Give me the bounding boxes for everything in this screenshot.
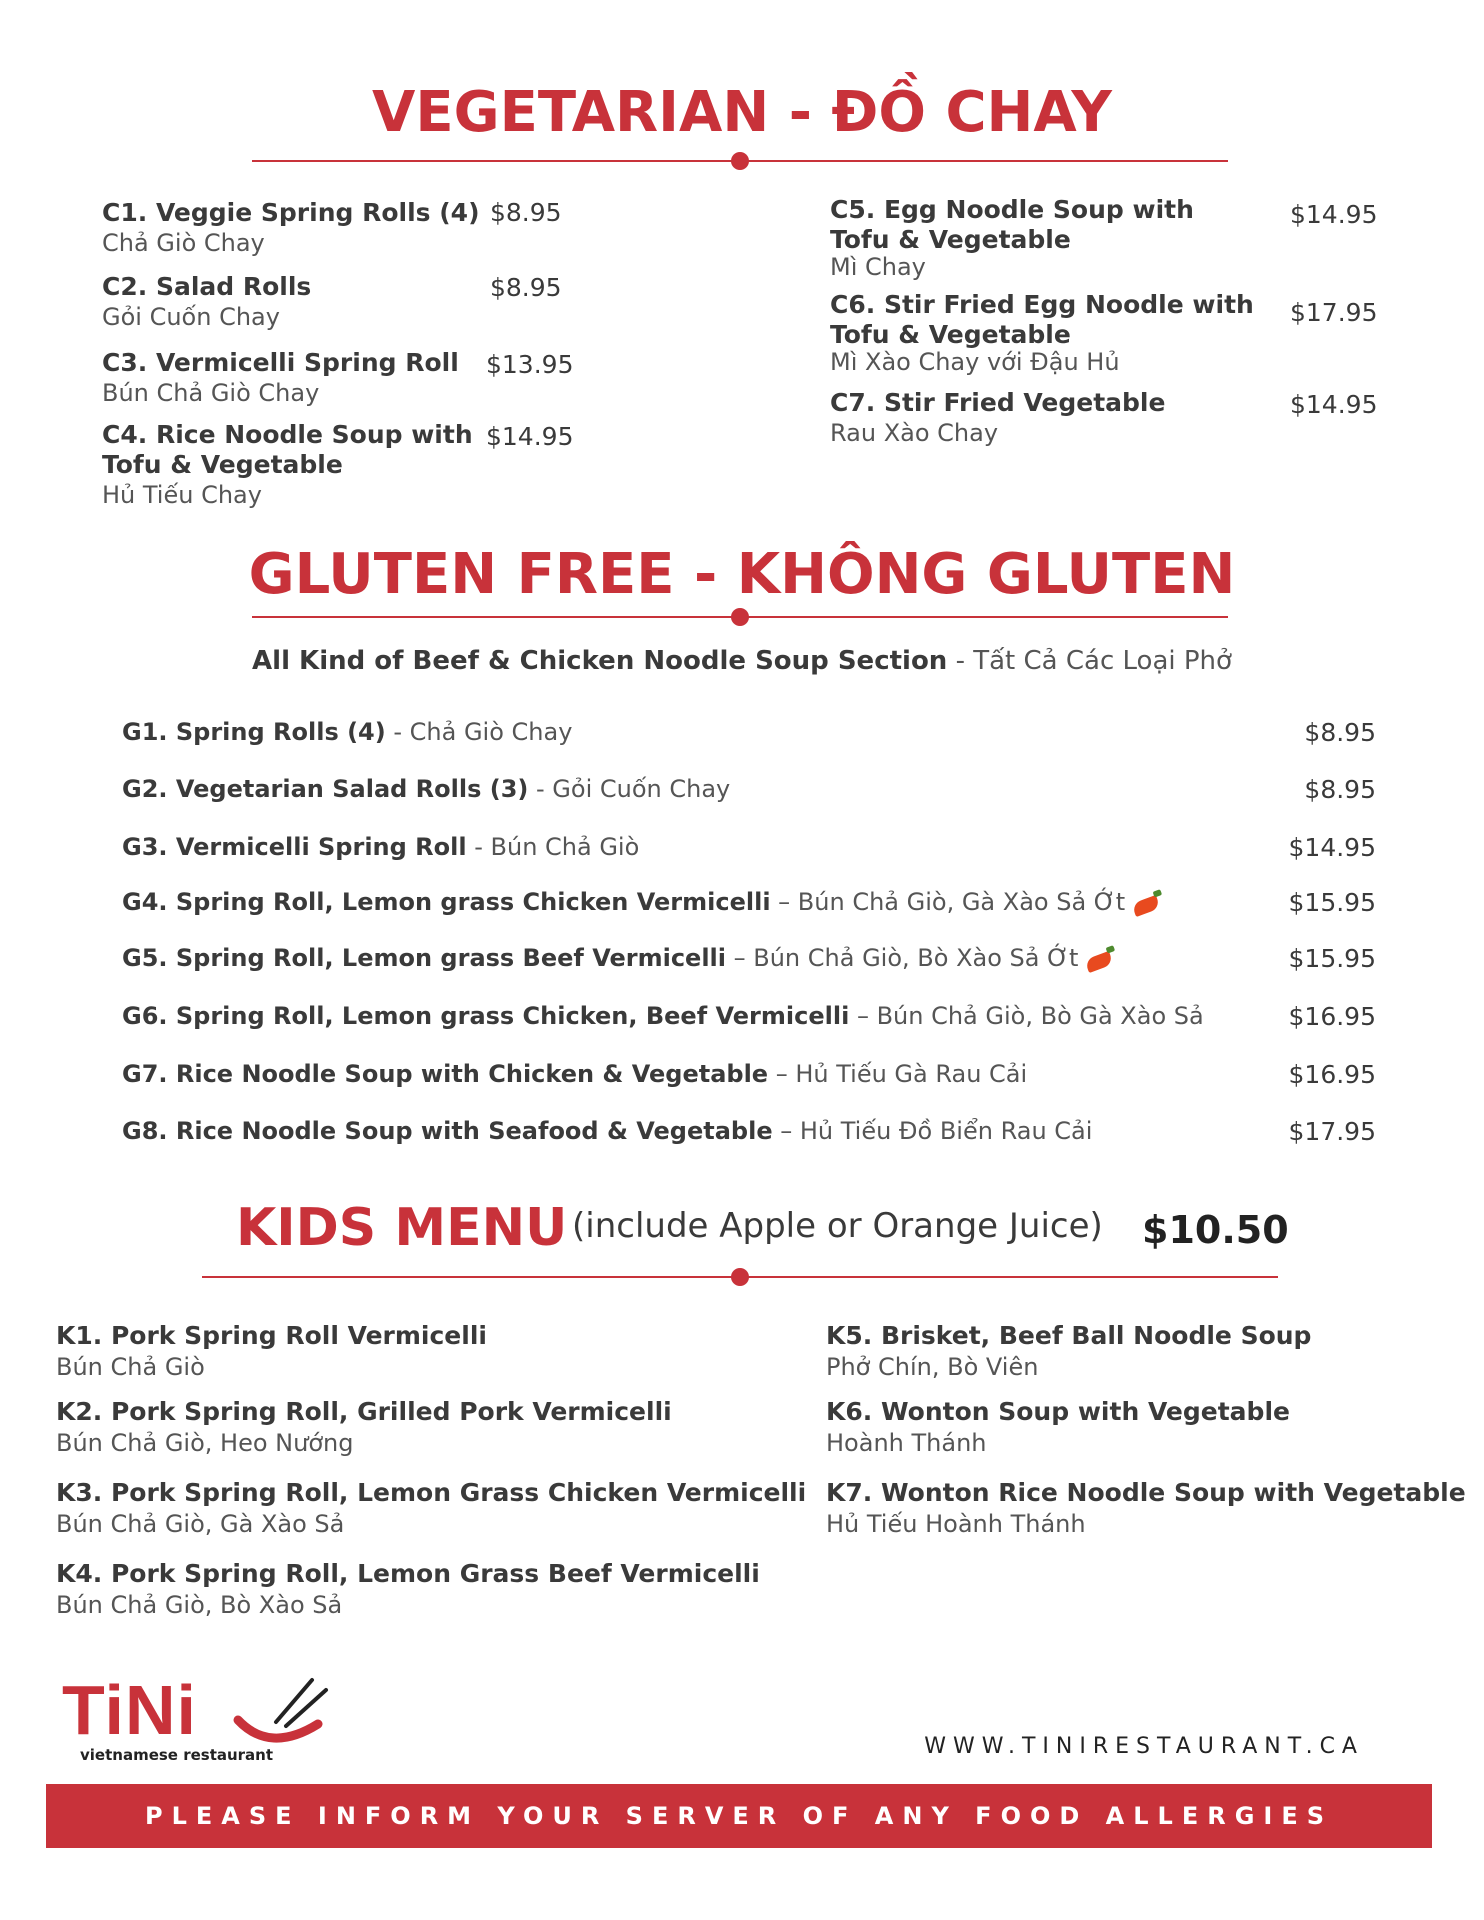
- menu-item-c7: [830, 388, 1165, 448]
- menu-item-g7: [122, 1060, 1376, 1094]
- menu-item-k7: [826, 1477, 1466, 1539]
- item-viet: – Bún Chả Giò, Gà Xào Sả Ớt: [770, 888, 1126, 916]
- subhead-viet: - Tất Cả Các Loại Phở: [947, 646, 1232, 676]
- item-viet: – Hủ Tiếu Đồ Biển Rau Cải: [772, 1117, 1093, 1145]
- item-name-line2: Tofu & Vegetable: [830, 225, 1071, 254]
- subhead-bold: All Kind of Beef & Chicken Noodle Soup Section: [252, 646, 948, 676]
- menu-item-g4: [122, 888, 1376, 922]
- item-viet: Hủ Tiếu Hoành Thánh: [826, 1510, 1086, 1538]
- chili-pepper-icon: [1085, 950, 1114, 972]
- divider-dot: [731, 152, 749, 170]
- item-viet: - Chả Giò Chay: [385, 718, 573, 746]
- menu-item-g8: [122, 1117, 1376, 1151]
- item-viet: Bún Chả Giò, Heo Nướng: [56, 1429, 354, 1457]
- item-name: C4. Rice Noodle Soup with: [102, 420, 473, 449]
- item-viet: Gỏi Cuốn Chay: [102, 303, 280, 331]
- menu-item-c2: [102, 272, 311, 332]
- item-viet: Bún Chả Giò Chay: [102, 379, 320, 407]
- menu-item-k3: [56, 1477, 806, 1539]
- item-name: G1. Spring Rolls (4): [122, 718, 386, 746]
- item-viet: Rau Xào Chay: [830, 419, 999, 447]
- menu-item-c6: [830, 290, 1254, 374]
- divider-dot: [731, 608, 749, 626]
- item-name: C6. Stir Fried Egg Noodle with: [830, 290, 1254, 319]
- gluten-free-subhead: [0, 646, 1484, 676]
- item-price: $16.95: [1288, 1002, 1376, 1031]
- menu-item-c5: [830, 195, 1194, 279]
- price-c6: $17.95: [1290, 298, 1378, 327]
- item-price: $16.95: [1288, 1060, 1376, 1089]
- website-url: WWW.TINIRESTAURANT.CA: [924, 1734, 1364, 1759]
- item-viet: Bún Chả Giò, Gà Xào Sả: [56, 1510, 345, 1538]
- item-viet: - Gỏi Cuốn Chay: [528, 775, 731, 803]
- item-viet: - Bún Chả Giò: [466, 833, 640, 861]
- item-name: C3. Vermicelli Spring Roll: [102, 348, 459, 377]
- item-viet: Hủ Tiếu Chay: [102, 481, 262, 509]
- gluten-free-divider: [252, 616, 1228, 618]
- item-viet: Bún Chả Giò: [56, 1353, 205, 1381]
- menu-item-k4: [56, 1558, 760, 1620]
- logo-wordmark: TiNi: [62, 1671, 197, 1749]
- divider-dot: [731, 1268, 749, 1286]
- item-price: $8.95: [1304, 718, 1376, 747]
- item-price: $14.95: [1288, 833, 1376, 862]
- item-viet: Bún Chả Giò, Bò Xào Sả: [56, 1591, 343, 1619]
- item-name: K5. Brisket, Beef Ball Noodle Soup: [826, 1321, 1312, 1350]
- item-name: G3. Vermicelli Spring Roll: [122, 833, 467, 861]
- item-name: K6. Wonton Soup with Vegetable: [826, 1397, 1290, 1426]
- item-viet: Chả Giò Chay: [102, 229, 265, 257]
- item-viet: Mì Xào Chay với Đậu Hủ: [830, 348, 1120, 376]
- menu-item-g1: [122, 718, 1376, 752]
- item-viet: Phở Chín, Bò Viên: [826, 1353, 1039, 1381]
- item-name: C7. Stir Fried Vegetable: [830, 388, 1166, 417]
- item-name-line2: Tofu & Vegetable: [102, 450, 343, 479]
- menu-item-c3: [102, 348, 459, 408]
- vegetarian-divider: [252, 160, 1228, 162]
- item-price: $8.95: [1304, 775, 1376, 804]
- price-c2: $8.95: [490, 273, 562, 302]
- menu-item-g5: [122, 944, 1376, 978]
- item-name: C1. Veggie Spring Rolls (4): [102, 198, 480, 227]
- logo-tagline: vietnamese restaurant: [80, 1746, 274, 1764]
- menu-item-c1: [102, 198, 480, 258]
- menu-item-c4: [102, 420, 473, 510]
- price-c3: $13.95: [486, 350, 574, 379]
- price-c5: $14.95: [1290, 200, 1378, 229]
- chili-pepper-icon: [1132, 894, 1161, 916]
- item-price: $15.95: [1288, 944, 1376, 973]
- item-viet: Mì Chay: [830, 253, 926, 281]
- kids-menu-price: $10.50: [1142, 1208, 1289, 1252]
- item-viet: – Bún Chả Giò, Bò Xào Sả Ớt: [726, 944, 1079, 972]
- item-name: K3. Pork Spring Roll, Lemon Grass Chicken Vermicelli: [56, 1478, 807, 1507]
- menu-item-k6: [826, 1396, 1290, 1458]
- item-name: K1. Pork Spring Roll Vermicelli: [56, 1321, 487, 1350]
- kids-menu-title: KIDS MENU: [236, 1198, 568, 1258]
- menu-item-k2: [56, 1396, 672, 1458]
- item-name: G7. Rice Noodle Soup with Chicken & Vegetable: [122, 1060, 769, 1088]
- menu-item-g6: [122, 1002, 1376, 1036]
- menu-item-g3: [122, 833, 1376, 867]
- allergy-banner: PLEASE INFORM YOUR SERVER OF ANY FOOD ALLERGIES: [46, 1784, 1432, 1848]
- item-name: G8. Rice Noodle Soup with Seafood & Vegetable: [122, 1117, 773, 1145]
- item-viet: – Bún Chả Giò, Bò Gà Xào Sả: [849, 1002, 1204, 1030]
- item-price: $15.95: [1288, 888, 1376, 917]
- menu-item-k5: [826, 1320, 1311, 1382]
- menu-item-k1: [56, 1320, 487, 1382]
- item-name: G2. Vegetarian Salad Rolls (3): [122, 775, 529, 803]
- item-name: G4. Spring Roll, Lemon grass Chicken Vermicelli: [122, 888, 771, 916]
- item-name: K2. Pork Spring Roll, Grilled Pork Vermicelli: [56, 1397, 672, 1426]
- gluten-free-title: GLUTEN FREE - KHÔNG GLUTEN: [248, 542, 1236, 607]
- restaurant-logo: [62, 1670, 322, 1764]
- item-name: G5. Spring Roll, Lemon grass Beef Vermicelli: [122, 944, 726, 972]
- menu-item-g2: [122, 775, 1376, 809]
- item-name: K4. Pork Spring Roll, Lemon Grass Beef Vermicelli: [56, 1559, 760, 1588]
- price-c4: $14.95: [486, 422, 574, 451]
- item-name: G6. Spring Roll, Lemon grass Chicken, Beef Vermicelli: [122, 1002, 850, 1030]
- price-c1: $8.95: [490, 198, 562, 227]
- vegetarian-title: VEGETARIAN - ĐỒ CHAY: [372, 80, 1112, 145]
- item-viet: – Hủ Tiếu Gà Rau Cải: [768, 1060, 1028, 1088]
- item-name: C2. Salad Rolls: [102, 272, 312, 301]
- item-name: K7. Wonton Rice Noodle Soup with Vegetable: [826, 1478, 1466, 1507]
- item-name: C5. Egg Noodle Soup with: [830, 195, 1194, 224]
- kids-menu-subtitle: (include Apple or Orange Juice): [572, 1206, 1103, 1246]
- chopsticks-bowl-icon: [230, 1676, 330, 1752]
- price-c7: $14.95: [1290, 390, 1378, 419]
- item-viet: Hoành Thánh: [826, 1429, 987, 1457]
- item-price: $17.95: [1288, 1117, 1376, 1146]
- kids-divider: [202, 1276, 1278, 1278]
- item-name-line2: Tofu & Vegetable: [830, 320, 1071, 349]
